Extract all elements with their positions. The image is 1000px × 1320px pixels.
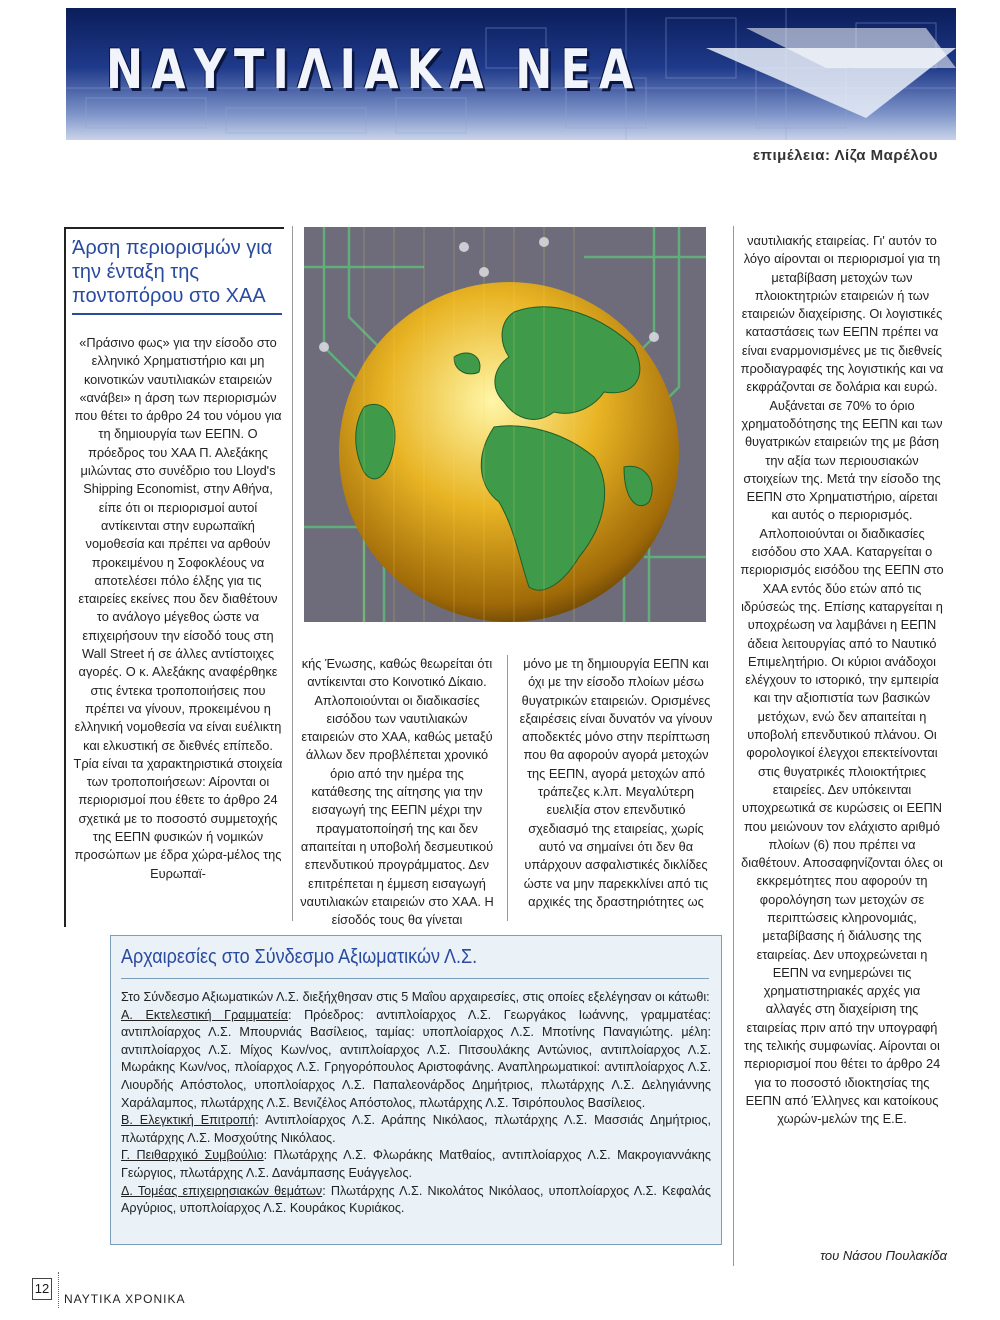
article-column-1: «Πράσινο φως» για την είσοδο στο ελληνικό Χρηματιστήριο και μη κοινοτικών ναυτιλιακών εταιρειών «ανάβει» η άρση των περιορισμών που θέτει το άρθρο 24 του νόμου για τη δημιουργία των ΕΕΠΝ. Ο πρόεδρος του ΧΑΑ Π. Αλεξάκης μιλώντας στο συνέδριο του Lloyd's Shipping Economist, στην Αθήνα, είπε ότι οι περιορισμοί αυτοί αντίκεινται στην ευρωπαϊκή νομοθεσία και πρέπει να αρθούν προκειμένου η Σοφοκλέους να αποτελέσει πόλο έλξης για τις εταιρείες εκείνες που δεν διαθέτουν το ανάλογο μέγεθος ώστε να επιχειρήσουν την είσοδό τους στη Wall Street ή σε άλλες αντίστοιχες αγορές. Ο κ. Αλεξάκης αναφέρθηκε στις έντεκα τροποποιήσεις που πρέπει να γίνουν, προκειμένου η ελληνική νομοθεσία να είναι ευέλικτη και ελκυστική σε διεθνές επίπεδο. Τρία είναι τα χαρακτηριστικά στοιχεία των τροποποιήσεων: Αίρονται οι περιορισμοί που έθετε το άρθρο 24 σχετικά με το ποσοστό συμμετοχής της ΕΕΠΝ φυσικών ή νομικών προσώπων με έδρα χώρα-μέλος της Ευρωπαϊ- (73, 335, 283, 881)
header-banner (66, 8, 956, 140)
globe-illustration (304, 227, 706, 622)
box-body (121, 989, 711, 1218)
section-label: Α. Εκτελεστική Γραμματεία (121, 1007, 288, 1022)
section-text: : Αντιπλοίαρχος Λ.Σ. Αράπης Νικόλαος, πλωτάρχης Λ.Σ. Μασσιάς Δημήτριος, πλωτάρχης Λ.Σ. Μοσχούτης Νικόλαος. (121, 1113, 711, 1145)
editor-credit: επιμέλεια: Λίζα Μαρέλου (752, 147, 938, 164)
headline-underline (72, 313, 282, 315)
article-byline: του Νάσου Πουλακίδα (820, 1248, 947, 1263)
box-title: Αρχαιρεσίες στο Σύνδεσμο Αξιωματικών Λ.Σ. (121, 946, 478, 968)
section-label: Β. Ελεγκτική Επιτροπή (121, 1113, 256, 1128)
section-text: : Πρόεδρος: αντιπλοίαρχος Λ.Σ. Γεωργάκος Ιωάννης, γραμματέας: αντιπλοίαρχος Λ.Σ. Μπουρνιάς Βασίλειος, ταμίας: υποπλοίαρχος Λ.Σ. Μποτίνης Παναγιώτης. μέλη: αντιπλοίαρχος Λ.Σ. Μίχος Κων/νος, αντιπλοίαρχος Λ.Σ. Πιτσουλάκης Αντώνιος, αντιπλοίαρχος Λ.Σ. Μωράκης Κων/νος, πλοίαρχος Λ.Σ. Γρηγορόπουλος Αριστοφάνης. Αναπληρωματικοί: αντιπλοίαρχος Λ.Σ. Λιουρδής Απόστολος, υποπλοίαρχος Λ.Σ. Παπαλεονάρδος Δημήτριος, πλωτάρχης Λ.Σ. Δεληγιάννης Χαράλαμπος, πλωτάρχης Λ.Σ. Βενιζέλος Απόστολος, πλωτάρχης Λ.Σ. Τσιρόπουλος Βασίλειος. (121, 1007, 711, 1110)
elections-box (110, 935, 722, 1245)
page-number: 12 (32, 1278, 52, 1300)
article-headline: Άρση περιορισμών για την ένταξη της ποντοπόρου στο ΧΑΑ (72, 237, 273, 307)
footer-divider (58, 1272, 60, 1308)
column-divider (292, 226, 293, 921)
section-text: : Πλωτάρχης Λ.Σ. Νικολάτος Νικόλαος, υποπλοίαρχος Λ.Σ. Κεφαλάς Αργύριος, υποπλοίαρχος Λ.Σ. Κουράκος Κυριάκος. (121, 1183, 711, 1216)
box-title-rule (121, 978, 709, 979)
magazine-name: ΝΑΥΤΙΚΑ ΧΡΟΝΙΚΑ (64, 1292, 186, 1306)
frame-rule (64, 227, 66, 927)
box-intro: Στο Σύνδεσμο Αξιωματικών Λ.Σ. διεξήχθησαν στις 5 Μαΐου αρχαιρεσίες, στις οποίες εξελέγησαν οι κάτωθι: (121, 990, 710, 1004)
column-divider (733, 226, 734, 1266)
section-text: : Πλωτάρχης Λ.Σ. Φλωράκης Ματθαίος, αντιπλοίαρχος Λ.Σ. Μακρογιαννάκης Γεώργιος, πλωτάρχης Λ.Σ. Δανάμπασης Ευάγγελος. (121, 1148, 711, 1180)
section-title: ΝΑΥΤΙΛΙΑΚΑ ΝΕΑ (106, 38, 642, 101)
section-label: Γ. Πειθαρχικό Συμβούλιο (121, 1148, 264, 1163)
frame-rule (64, 227, 284, 229)
section-label: Δ. Τομέας επιχειρησιακών θεμάτων (121, 1183, 323, 1198)
article-column-2: κής Ένωσης, καθώς θεωρείται ότι αντίκεινται στο Κοινοτικό Δίκαιο. Απλοποιούνται οι διαδικασίες εισόδου των ναυτιλιακών εταιρειών στο ΧΑΑ, καθώς μεταξύ άλλων δεν προβλέπεται χρονικό όριο από την ημέρα της κατάθεσης της αίτησης για την εισαγωγή της ΕΕΠΝ μέχρι την πραγματοποίησή της και δεν απαιτείται η υποβολή δεσμευτικού επενδυτικού προγράμματος. Δεν επιτρέπεται η έμμεση εισαγωγή ναυτιλιακών εταιρειών στο ΧΑΑ. Η είσοδός τους θα γίνεται (300, 656, 494, 928)
article-column-3: μόνο με τη δημιουργία ΕΕΠΝ και όχι με την είσοδο πλοίων μέσω θυγατρικών εταιρειών. Ορισμένες εξαιρέσεις είναι δυνατόν να γίνουν αποδεκτές μόνο στην περίπτωση που θα αφορούν αγορά μετοχών της ΕΕΠΝ, αγορά μετοχών από τράπεζες κ.λπ. Μεγαλύτερη ευελιξία στον επενδυτικό σχεδιασμό της εταιρείας, χωρίς αυτό να σημαίνει ότι δεν θα υπάρχουν ασφαλιστικές δικλίδες ώστε να μην παρεκκλίνει από τις αρχικές της δραστηριότητες ως (519, 656, 713, 909)
article-column-4: ναυτιλιακής εταιρείας. Γι' αυτόν το λόγο αίρονται οι περιορισμοί για τη μεταβίβαση μετοχών των πλοιοκτητριών εταιρειών ή των εταιρειών διαχείρισης. Οι λογιστικές καταστάσεις των ΕΕΠΝ πρέπει να είναι εναρμονισμένες με τις διεθνείς προδιαγραφές της λογιστικής και να εκφράζονται σε δολάρια και ευρώ. Αυξάνεται σε 70% το όριο χρηματοδότησης της ΕΕΠΝ και των θυγατρικών εταιρειών της με βάση την αξία των περιουσιακών στοιχείων της. Μετά την είσοδο της ΕΕΠΝ στο Χρηματιστήριο, αίρεται και αυτός ο περιορισμός. Απλοποιούνται οι διαδικασίες εισόδου στο ΧΑΑ. Καταργείται ο περιορισμός εισόδου της ΕΕΠΝ στο ΧΑΑ εντός δύο ετών από τις ιδρύσεώς της. Επίσης καταργείται η υποχρέωση να λαμβάνει η ΕΕΠΝ άδεια λειτουργίας από το Ναυτικό Επιμελητήριο. Οι κύριοι ανάδοχοι ελέγχουν το ιστορικό, την εμπειρία και την αξιοπιστία των βασικών μετόχων, ενώ δεν απαιτείται η υποβολή επενδυτικού πλάνου. Οι φορολογικοί έλεγχοι επεκτείνονται στις θυγατρικές πλοιοκτήτριες εταιρείες. Δεν υπόκεινται υποχρεωτικά σε κυρώσεις οι ΕΕΠΝ που μειώνουν τον ελάχιστο αριθμό πλοίων (6) που πρέπει να διαθέτουν. Αποσαφηνίζονται όλες οι εκκρεμότητες που αφορούν τη φορολόγηση των μετοχών σε περιπτώσεις κληρονομιάς, μεταβίβασης ή διάλυσης της εταιρείας. Δεν υποχρεώνεται η ΕΕΠΝ να ενημερώνει τις χρηματιστηριακές αρχές για αλλαγές στη διαχείριση της εταιρείας πριν από την υπογραφή της τελικής συμφωνίας. Αίρονται οι περιορισμοί που θέτει το άρθρο 24 για το ποσοστό ιδιοκτησίας της ΕΕΠΝ από Έλληνες και κατοίκους χωρών-μελών της Ε.Ε. (740, 233, 944, 1127)
column-divider (507, 655, 508, 921)
globe-image (304, 227, 706, 622)
